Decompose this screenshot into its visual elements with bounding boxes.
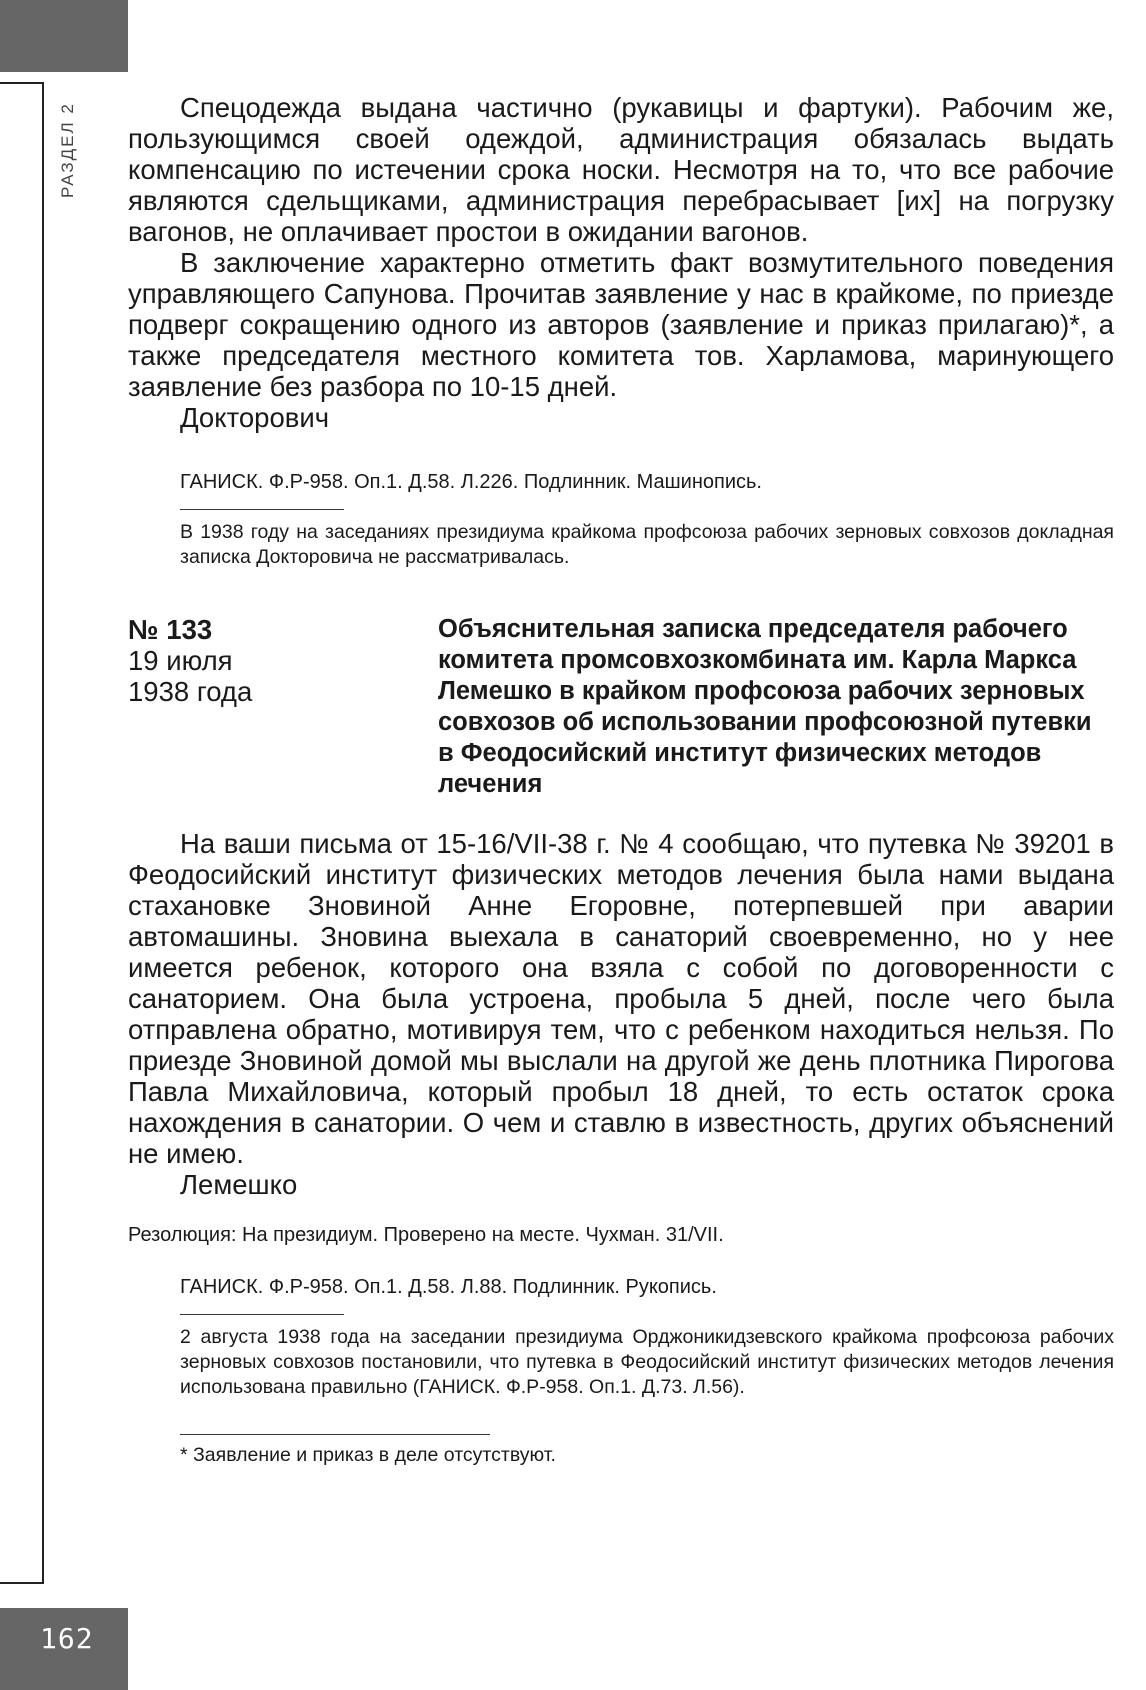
prev-doc-paragraph-2: В заключение характерно отметить факт возмутительного поведения управляющего Сапунова. Прочитав заявление у нас в крайкоме, по приезде подверг сокращению одного из авторов (заявление и приказ прилагаю)*, а также председателя местного комитета тов. Харламова, маринующего заявление без разбора по 10-15 дней. (128, 247, 1114, 402)
document-date-line-1: 19 июля (128, 645, 233, 676)
footnote: * Заявление и приказ в деле отсутствуют. (180, 1444, 556, 1466)
prev-doc-signature: Докторович (180, 402, 330, 433)
section-label: РАЗДЕЛ 2 (58, 102, 77, 198)
prev-doc-editorial-note: В 1938 году на заседаниях президиума крайкома профсоюза рабочих зерновых совхозов докладная записка Докторовича не рассматривалась. (180, 521, 1114, 568)
document-date-line-2: 1938 года (128, 676, 253, 707)
prev-doc-paragraph-1: Спецодежда выдана частично (рукавицы и фартуки). Рабочим же, пользующимся своей одеждой, администрация обязалась выдать компенсацию по истечении срока носки. Несмотря на то, что все рабочие являются сдельщиками, администрация перебрасывает [их] на погрузку вагонов, не оплачивает простои в ожидании вагонов. (128, 92, 1114, 247)
document-title: Объяснительная записка председателя рабочего комитета промсовхозкомбината им. Карла Маркса Лемешко в крайком профсоюза рабочих зерновых совхозов об использовании профсоюзной путевки в Феодосийский институт физических методов лечения (438, 615, 1092, 798)
margin-frame (0, 82, 44, 1584)
document-133-header (128, 614, 1114, 800)
page-tab-top (0, 0, 128, 72)
document-133-signature: Лемешко (180, 1169, 298, 1200)
page-content (128, 92, 1114, 1468)
document-133-body: На ваши письма от 15-16/VII-38 г. № 4 сообщаю, что путевка № 39201 в Феодосийский институт физических методов лечения была нами выдана стахановке Зновиной Анне Егоровне, потерпевшей при аварии автомашины. Зновина выехала в санаторий своевременно, но у нее имеется ребенок, которого она взяла с собой по договоренности с санаторием. Она была устроена, пробыла 5 дней, после чего была отправлена обратно, мотивируя тем, что с ребенком находиться нельзя. По приезде Зновиной домой мы выслали на другой же день плотника Пирогова Павла Михайловича, который пробыл 18 дней, то есть остаток срока нахождения в санатории. О чем и ставлю в известность, других объяснений не имею. (128, 828, 1114, 1169)
page-number: 162 (40, 1622, 94, 1655)
document-133-resolution: Резолюция: На президиум. Проверено на месте. Чухман. 31/VII. (128, 1224, 724, 1246)
prev-doc-archive-source: ГАНИСК. Ф.Р-958. Оп.1. Д.58. Л.226. Подлинник. Машинопись. (180, 471, 762, 493)
document-133-meta (128, 614, 438, 800)
document-number: № 133 (128, 614, 213, 645)
document-133-editorial-note: 2 августа 1938 года на заседании президиума Орджоникидзевского крайкома профсоюза рабочих зерновых совхозов постановили, что путевка в Феодосийский институт физических методов лечения использована правильно (ГАНИСК. Ф.Р-958. Оп.1. Д.73. Л.56). (180, 1326, 1114, 1398)
document-133-archive-source: ГАНИСК. Ф.Р-958. Оп.1. Д.58. Л.88. Подлинник. Рукопись. (180, 1276, 717, 1298)
